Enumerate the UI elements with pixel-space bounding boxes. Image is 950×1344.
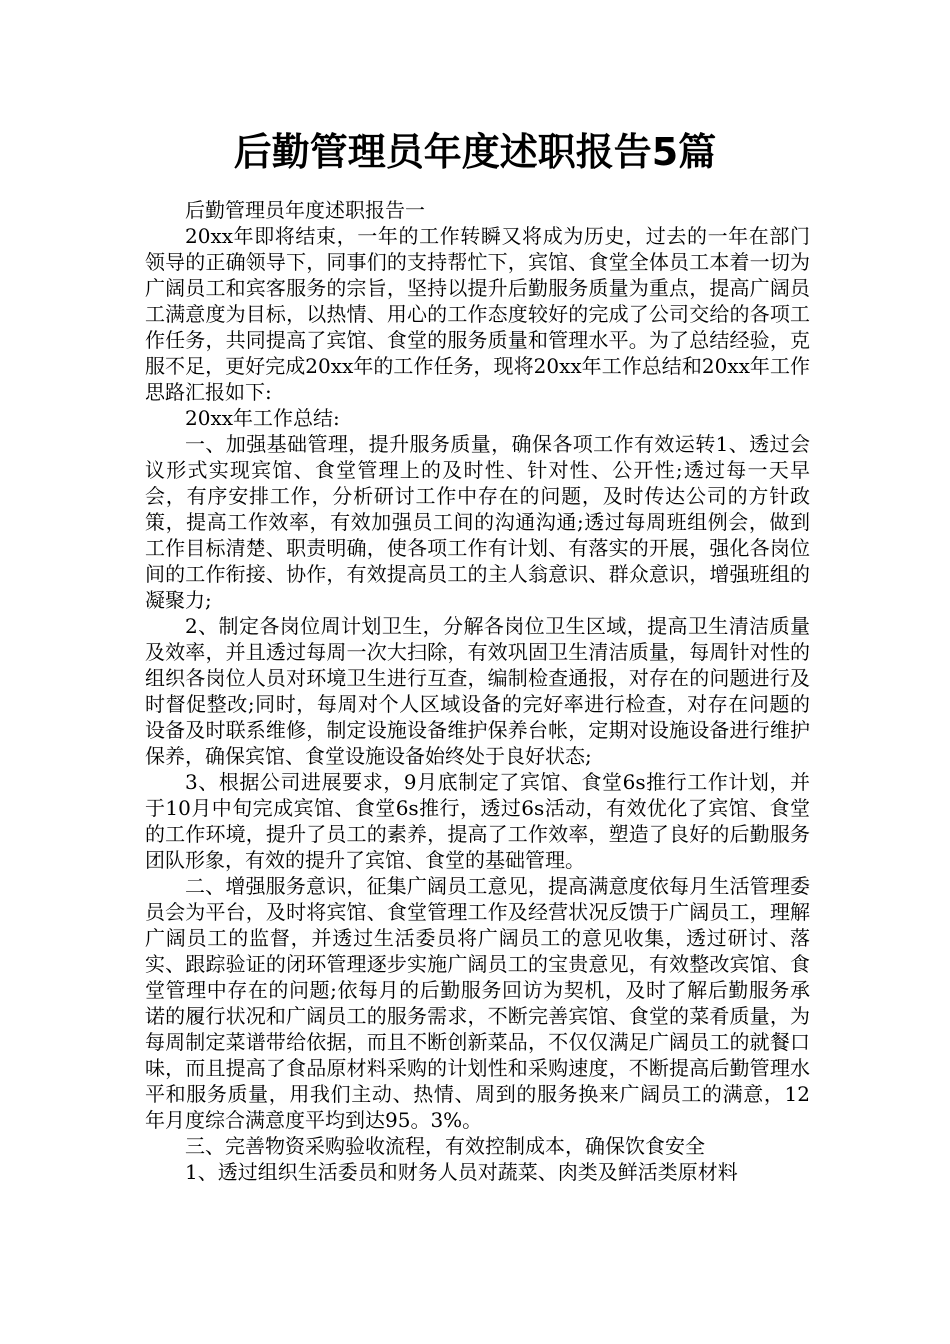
document-title: 后勤管理员年度述职报告5篇 bbox=[233, 130, 717, 174]
document-body bbox=[145, 197, 810, 1185]
paragraph-item-two: 2、制定各岗位周计划卫生，分解各岗位卫生区域，提高卫生清洁质量及效率，并且透过每周一次大扫除，有效巩固卫生清洁质量，每周针对性的组织各岗位人员对环境卫生进行互查，编制检查通报，对存在的问题进行及时督促整改;同时，每周对个人区域设备的完好率进行检查，对存在问题的设备及时联系维修，制定设施设备维护保养台帐，定期对设施设备进行维护保养，确保宾馆、食堂设施设备始终处于良好状态; bbox=[145, 614, 810, 768]
paragraph-section-three: 三、完善物资采购验收流程，有效控制成本，确保饮食安全 bbox=[185, 1134, 705, 1158]
paragraph-section-three-item-one: 1、透过组织生活委员和财务人员对蔬菜、肉类及鲜活类原材料 bbox=[185, 1160, 738, 1184]
section-heading-report-one: 后勤管理员年度述职报告一 bbox=[185, 198, 425, 222]
paragraph-section-two: 二、增强服务意识，征集广阔员工意见，提高满意度依每月生活管理委员会为平台，及时将宾馆、食堂管理工作及经营状况反馈于广阔员工，理解广阔员工的监督，并透过生活委员将广阔员工的意见收集，透过研讨、落实、跟踪验证的闭环管理逐步实施广阔员工的宝贵意见，有效整改宾馆、食堂管理中存在的问题;依每月的后勤服务回访为契机，及时了解后勤服务承诺的履行状况和广阔员工的服务需求，不断完善宾馆、食堂的菜肴质量，为每周制定菜谱带给依据，而且不断创新菜品，不仅仅满足广阔员工的就餐口味，而且提高了食品原材料采购的计划性和采购速度，不断提高后勤管理水平和服务质量，用我们主动、热情、周到的服务换来广阔员工的满意，12年月度综合满意度平均到达95。3%。 bbox=[145, 874, 810, 1132]
intro-paragraph: 20xx年即将结束，一年的工作转瞬又将成为历史，过去的一年在部门领导的正确领导下，同事们的支持帮忙下，宾馆、食堂全体员工本着一切为广阔员工和宾客服务的宗旨，坚持以提升后勤服务质量为重点，提高广阔员工满意度为目标，以热情、用心的工作态度较好的完成了公司交给的各项工作任务，共同提高了宾馆、食堂的服务质量和管理水平。为了总结经验，克服不足，更好完成20xx年的工作任务，现将20xx年工作总结和20xx年工作思路汇报如下: bbox=[145, 224, 810, 404]
summary-heading: 20xx年工作总结: bbox=[185, 406, 340, 430]
paragraph-section-one: 一、加强基础管理，提升服务质量，确保各项工作有效运转1、透过会议形式实现宾馆、食堂管理上的及时性、针对性、公开性;透过每一天早会，有序安排工作，分析研讨工作中存在的问题，及时传达公司的方针政策，提高工作效率，有效加强员工间的沟通沟通;透过每周班组例会，做到工作目标清楚、职责明确，使各项工作有计划、有落实的开展，强化各岗位间的工作衔接、协作，有效提高员工的主人翁意识、群众意识，增强班组的凝聚力; bbox=[145, 432, 810, 612]
paragraph-item-three: 3、根据公司进展要求，9月底制定了宾馆、食堂6s推行工作计划，并于10月中旬完成宾馆、食堂6s推行，透过6s活动，有效优化了宾馆、食堂的工作环境，提升了员工的素养，提高了工作效率，塑造了良好的后勤服务团队形象，有效的提升了宾馆、食堂的基础管理。 bbox=[145, 770, 810, 872]
